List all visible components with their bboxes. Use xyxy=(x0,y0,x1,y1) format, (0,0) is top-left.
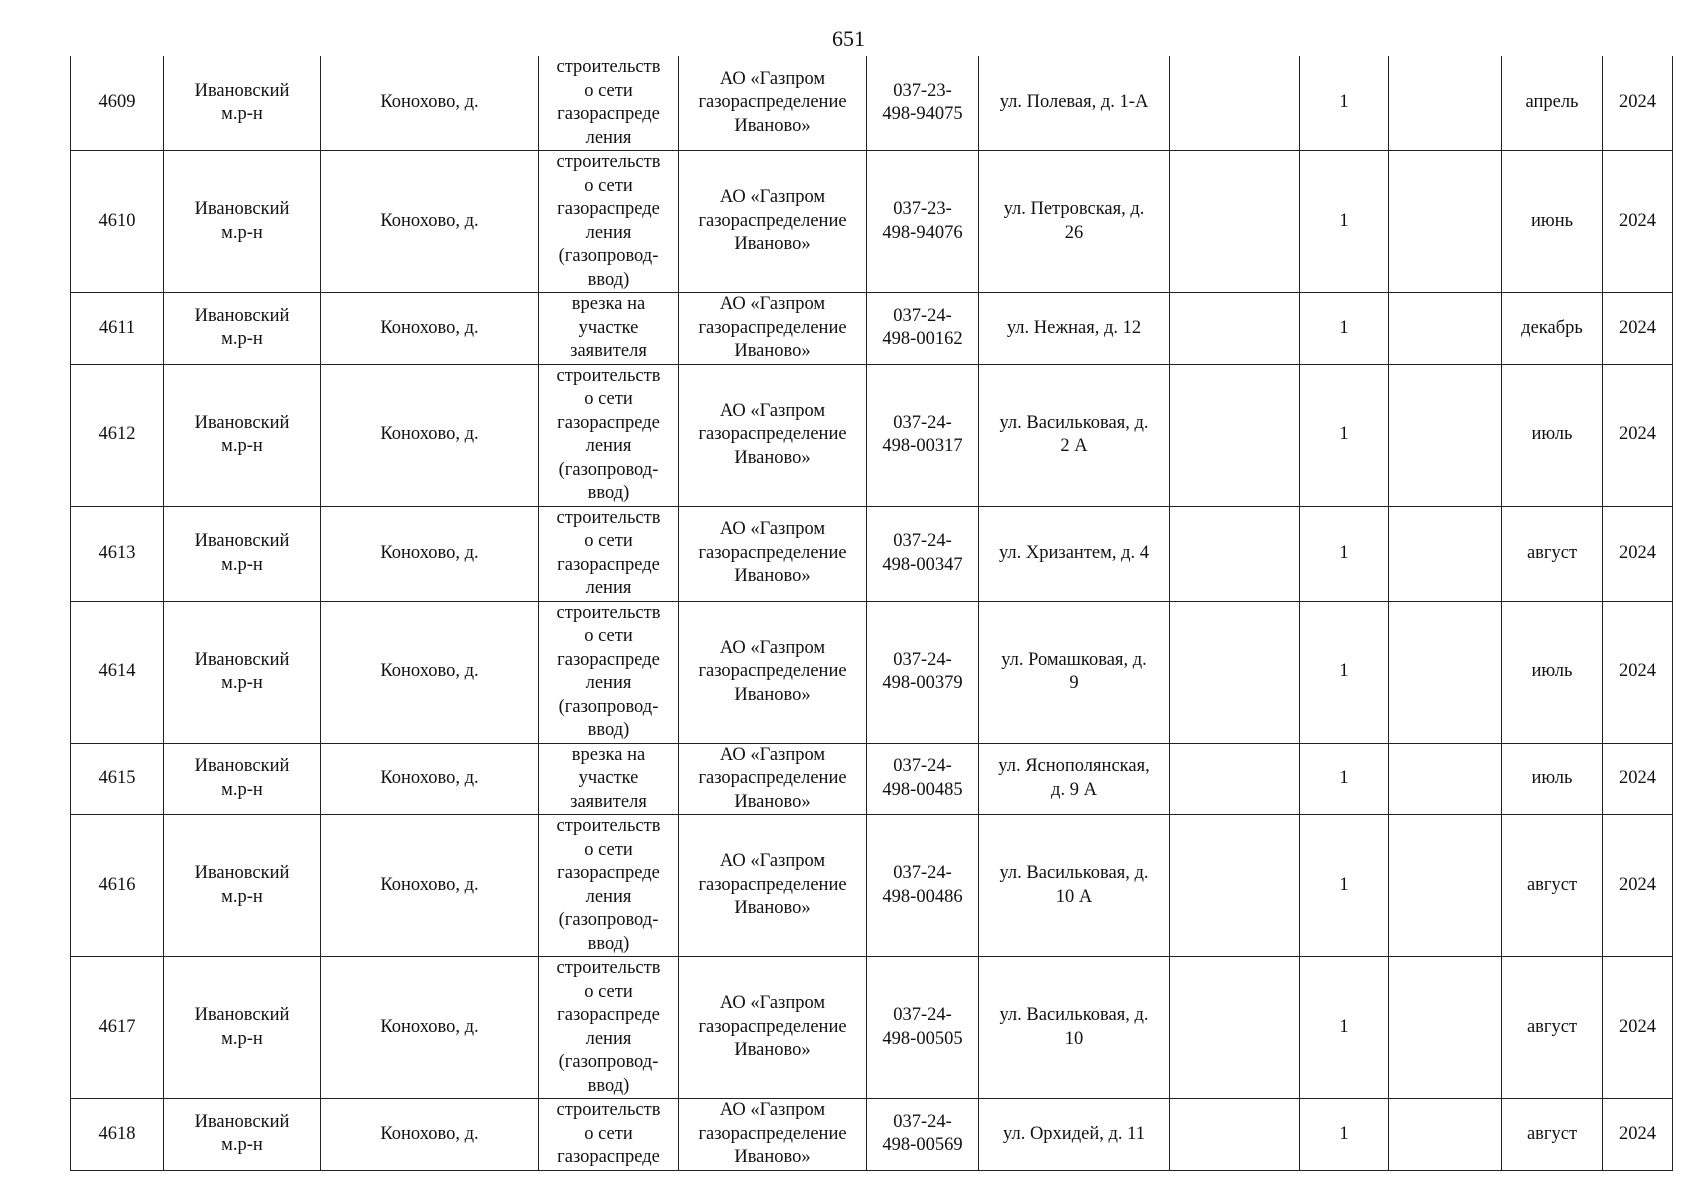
cell-organization-line: газораспределение xyxy=(698,542,847,563)
cell-number: 4610 xyxy=(71,151,164,293)
registry-table xyxy=(70,56,1673,1171)
cell-district-line: м.р-н xyxy=(221,554,263,575)
cell-district xyxy=(164,957,321,1099)
cell-organization-line: Иваново» xyxy=(734,684,811,705)
cell-work-type-line: ления xyxy=(585,436,632,456)
cell-district xyxy=(164,56,321,151)
cell-empty xyxy=(1170,601,1300,743)
cell-address xyxy=(979,56,1170,151)
cell-organization-line: АО «Газпром xyxy=(719,744,826,765)
cell-request-id-line: 037-24- xyxy=(893,305,952,326)
cell-request-id-line: 498-00569 xyxy=(882,1135,963,1156)
cell-address-line: ул. Полевая, д. 1-А xyxy=(999,92,1149,113)
cell-work-type-line: ления xyxy=(585,222,632,243)
cell-district xyxy=(164,743,321,815)
cell-address-line: ул. Хризантем, д. 4 xyxy=(998,542,1149,563)
cell-address xyxy=(979,601,1170,743)
cell-count: 1 xyxy=(1300,293,1389,365)
cell-organization-line: АО «Газпром xyxy=(719,68,826,89)
cell-request-id-line: 037-24- xyxy=(893,1005,952,1025)
cell-empty xyxy=(1170,506,1300,601)
cell-empty xyxy=(1170,56,1300,151)
cell-number: 4614 xyxy=(71,601,164,743)
cell-address xyxy=(979,1099,1170,1171)
cell-month: август xyxy=(1502,1099,1603,1171)
cell-address xyxy=(979,506,1170,601)
cell-request-id xyxy=(867,743,979,815)
cell-year: 2024 xyxy=(1603,743,1673,815)
cell-empty xyxy=(1389,743,1502,815)
cell-year: 2024 xyxy=(1603,364,1673,506)
cell-request-id-line: 037-24- xyxy=(893,412,952,433)
cell-organization-line: Иваново» xyxy=(734,1147,811,1167)
cell-number: 4617 xyxy=(71,957,164,1099)
cell-locality: Конохово, д. xyxy=(321,1099,539,1171)
cell-address-line: 2 А xyxy=(1060,436,1088,456)
cell-organization-line: газораспределение xyxy=(698,92,847,113)
cell-address-line: 9 xyxy=(1069,673,1079,693)
cell-request-id-line: 037-23- xyxy=(893,80,952,101)
cell-address-line: ул. Васильковая, д. xyxy=(999,1005,1149,1025)
cell-address-line: 26 xyxy=(1064,222,1084,243)
cell-work-type-line: строительств xyxy=(556,365,661,386)
cell-work-type xyxy=(539,743,679,815)
table-row xyxy=(71,601,1673,743)
cell-district xyxy=(164,1099,321,1171)
cell-locality: Конохово, д. xyxy=(321,56,539,151)
cell-request-id xyxy=(867,1099,979,1171)
cell-work-type-line: заявителя xyxy=(570,791,647,812)
cell-count: 1 xyxy=(1300,1099,1389,1171)
cell-locality: Конохово, д. xyxy=(321,957,539,1099)
cell-count: 1 xyxy=(1300,743,1389,815)
cell-number: 4615 xyxy=(71,743,164,815)
cell-work-type-line: ления xyxy=(585,1028,632,1049)
cell-locality: Конохово, д. xyxy=(321,364,539,506)
cell-organization xyxy=(679,957,867,1099)
cell-work-type xyxy=(539,56,679,151)
cell-request-id xyxy=(867,151,979,293)
cell-address xyxy=(979,957,1170,1099)
cell-district xyxy=(164,151,321,293)
table-row xyxy=(71,364,1673,506)
cell-work-type-line: врезка на xyxy=(571,294,646,314)
cell-organization-line: АО «Газпром xyxy=(719,1100,826,1120)
cell-number: 4611 xyxy=(71,293,164,365)
table-body xyxy=(71,56,1673,1170)
cell-empty xyxy=(1389,506,1502,601)
cell-empty xyxy=(1170,364,1300,506)
registry-table-container xyxy=(70,56,1672,1171)
cell-work-type xyxy=(539,1099,679,1171)
cell-request-id-line: 037-24- xyxy=(893,649,952,670)
cell-organization xyxy=(679,364,867,506)
cell-organization xyxy=(679,506,867,601)
cell-month: июль xyxy=(1502,743,1603,815)
cell-work-type-line: газораспреде xyxy=(557,199,660,219)
cell-organization-line: АО «Газпром xyxy=(719,993,826,1014)
cell-organization xyxy=(679,1099,867,1171)
cell-district-line: м.р-н xyxy=(221,673,263,693)
cell-address-line: 10 А xyxy=(1055,886,1093,907)
cell-work-type xyxy=(539,364,679,506)
cell-work-type-line: ления xyxy=(585,127,632,148)
cell-count: 1 xyxy=(1300,364,1389,506)
cell-organization-line: газораспределение xyxy=(698,768,847,788)
cell-district-line: Ивановский xyxy=(194,531,290,551)
cell-district-line: Ивановский xyxy=(194,199,290,219)
cell-organization-line: Иваново» xyxy=(734,447,811,468)
cell-work-type-line: ления xyxy=(585,578,632,598)
cell-work-type-line: заявителя xyxy=(570,341,647,361)
cell-request-id-line: 498-00317 xyxy=(882,436,963,456)
cell-request-id-line: 498-00505 xyxy=(882,1028,963,1049)
cell-count: 1 xyxy=(1300,506,1389,601)
cell-address xyxy=(979,151,1170,293)
cell-district xyxy=(164,601,321,743)
cell-empty xyxy=(1170,743,1300,815)
cell-number: 4609 xyxy=(71,56,164,151)
cell-locality: Конохово, д. xyxy=(321,815,539,957)
cell-district-line: м.р-н xyxy=(221,779,263,800)
cell-work-type-line: ления xyxy=(585,886,632,907)
cell-work-type-line: (газопровод- xyxy=(558,910,659,930)
cell-organization xyxy=(679,293,867,365)
cell-request-id xyxy=(867,364,979,506)
cell-organization-line: газораспределение xyxy=(698,1016,847,1037)
cell-district-line: м.р-н xyxy=(221,1135,263,1156)
cell-district xyxy=(164,815,321,957)
cell-year: 2024 xyxy=(1603,1099,1673,1171)
cell-month: июнь xyxy=(1502,151,1603,293)
cell-request-id-line: 037-24- xyxy=(893,1111,952,1132)
cell-month: август xyxy=(1502,957,1603,1099)
cell-district-line: Ивановский xyxy=(194,1005,290,1025)
cell-number: 4618 xyxy=(71,1099,164,1171)
cell-address xyxy=(979,293,1170,365)
cell-work-type-line: строительств xyxy=(556,57,661,77)
cell-number: 4612 xyxy=(71,364,164,506)
cell-district-line: Ивановский xyxy=(194,80,290,101)
cell-empty xyxy=(1389,56,1502,151)
cell-request-id-line: 037-24- xyxy=(893,756,952,777)
cell-request-id-line: 037-24- xyxy=(893,863,952,883)
cell-year: 2024 xyxy=(1603,151,1673,293)
cell-district-line: Ивановский xyxy=(194,412,290,433)
cell-district-line: Ивановский xyxy=(194,1111,290,1132)
cell-month: апрель xyxy=(1502,56,1603,151)
cell-district-line: м.р-н xyxy=(221,886,263,907)
cell-year: 2024 xyxy=(1603,815,1673,957)
cell-empty xyxy=(1389,1099,1502,1171)
cell-empty xyxy=(1170,1099,1300,1171)
cell-request-id-line: 037-24- xyxy=(893,531,952,551)
cell-work-type-line: газораспреде xyxy=(557,1005,660,1025)
cell-work-type-line: газораспреде xyxy=(557,863,660,883)
cell-address xyxy=(979,815,1170,957)
cell-work-type-line: участке xyxy=(578,317,639,338)
cell-work-type-line: строительств xyxy=(556,816,661,836)
cell-request-id-line: 498-00485 xyxy=(882,779,963,800)
cell-year: 2024 xyxy=(1603,293,1673,365)
cell-district-line: м.р-н xyxy=(221,1028,263,1049)
cell-work-type-line: строительств xyxy=(556,507,661,528)
cell-request-id xyxy=(867,601,979,743)
cell-organization-line: АО «Газпром xyxy=(719,187,826,208)
cell-organization-line: газораспределение xyxy=(698,874,847,895)
cell-address-line: ул. Яснополянская, xyxy=(998,756,1150,777)
cell-organization xyxy=(679,56,867,151)
cell-district xyxy=(164,364,321,506)
cell-organization-line: Иваново» xyxy=(734,115,811,136)
page-number: 651 xyxy=(832,26,865,51)
cell-district-line: м.р-н xyxy=(221,222,263,243)
cell-work-type-line: строительств xyxy=(556,602,661,623)
cell-address xyxy=(979,364,1170,506)
cell-request-id-line: 498-00347 xyxy=(882,554,963,575)
cell-work-type-line: газораспреде xyxy=(557,104,660,124)
cell-count: 1 xyxy=(1300,601,1389,743)
cell-work-type-line: о сети xyxy=(584,626,633,646)
cell-empty xyxy=(1389,601,1502,743)
cell-work-type-line: строительств xyxy=(556,958,661,978)
cell-work-type-line: о сети xyxy=(584,1123,633,1144)
cell-locality: Конохово, д. xyxy=(321,743,539,815)
cell-organization-line: АО «Газпром xyxy=(719,519,826,540)
cell-district-line: м.р-н xyxy=(221,436,263,456)
cell-empty xyxy=(1170,293,1300,365)
cell-month: декабрь xyxy=(1502,293,1603,365)
cell-work-type-line: ввод) xyxy=(587,483,630,503)
cell-month: июль xyxy=(1502,601,1603,743)
cell-empty xyxy=(1170,815,1300,957)
cell-district-line: м.р-н xyxy=(221,329,263,350)
cell-empty xyxy=(1170,957,1300,1099)
cell-address-line: ул. Петровская, д. xyxy=(1003,199,1145,219)
cell-work-type-line: о сети xyxy=(584,80,633,101)
cell-organization-line: Иваново» xyxy=(734,791,811,812)
cell-year: 2024 xyxy=(1603,957,1673,1099)
cell-organization-line: газораспределение xyxy=(698,661,847,682)
cell-locality: Конохово, д. xyxy=(321,506,539,601)
cell-month: август xyxy=(1502,815,1603,957)
table-row xyxy=(71,815,1673,957)
cell-organization-line: АО «Газпром xyxy=(719,294,826,314)
cell-work-type-line: ввод) xyxy=(587,1075,630,1096)
cell-work-type-line: газораспреде xyxy=(557,412,660,433)
cell-empty xyxy=(1389,151,1502,293)
cell-address-line: ул. Нежная, д. 12 xyxy=(1006,317,1142,338)
cell-organization-line: Иваново» xyxy=(734,898,811,919)
cell-empty xyxy=(1389,293,1502,365)
cell-organization xyxy=(679,601,867,743)
cell-locality: Конохово, д. xyxy=(321,151,539,293)
cell-address-line: 10 xyxy=(1064,1028,1084,1049)
cell-work-type-line: ления xyxy=(585,673,632,693)
cell-work-type xyxy=(539,957,679,1099)
cell-address-line: ул. Ромашковая, д. xyxy=(1001,649,1147,670)
cell-work-type xyxy=(539,293,679,365)
cell-work-type-line: о сети xyxy=(584,531,633,551)
table-row xyxy=(71,151,1673,293)
table-row xyxy=(71,743,1673,815)
cell-count: 1 xyxy=(1300,151,1389,293)
cell-district xyxy=(164,293,321,365)
cell-request-id-line: 498-00486 xyxy=(882,886,963,907)
cell-work-type-line: строительств xyxy=(556,152,661,172)
cell-count: 1 xyxy=(1300,56,1389,151)
cell-organization xyxy=(679,151,867,293)
cell-organization-line: АО «Газпром xyxy=(719,851,826,872)
cell-work-type-line: (газопровод- xyxy=(558,459,659,480)
cell-work-type-line: врезка на xyxy=(571,744,646,765)
cell-locality: Конохово, д. xyxy=(321,293,539,365)
cell-address-line: ул. Васильковая, д. xyxy=(999,863,1149,883)
cell-empty xyxy=(1170,151,1300,293)
cell-request-id-line: 498-94075 xyxy=(882,104,963,124)
cell-request-id-line: 498-00379 xyxy=(882,673,963,693)
cell-empty xyxy=(1389,815,1502,957)
cell-work-type-line: ввод) xyxy=(587,720,630,740)
cell-organization-line: Иваново» xyxy=(734,341,811,361)
cell-work-type-line: о сети xyxy=(584,839,633,860)
cell-organization-line: Иваново» xyxy=(734,566,811,587)
cell-organization-line: Иваново» xyxy=(734,1040,811,1061)
cell-work-type xyxy=(539,601,679,743)
cell-work-type-line: ввод) xyxy=(587,269,630,290)
cell-request-id xyxy=(867,957,979,1099)
table-row xyxy=(71,293,1673,365)
cell-work-type-line: о сети xyxy=(584,981,633,1002)
cell-year: 2024 xyxy=(1603,56,1673,151)
cell-work-type-line: строительств xyxy=(556,1100,661,1120)
table-row xyxy=(71,1099,1673,1171)
cell-organization-line: АО «Газпром xyxy=(719,637,826,658)
cell-request-id xyxy=(867,815,979,957)
cell-organization-line: газораспределение xyxy=(698,1123,847,1144)
cell-work-type-line: участке xyxy=(578,768,639,788)
cell-request-id-line: 498-00162 xyxy=(882,329,963,350)
cell-work-type-line: (газопровод- xyxy=(558,246,659,266)
cell-organization xyxy=(679,743,867,815)
cell-request-id-line: 037-23- xyxy=(893,199,952,219)
cell-work-type-line: (газопровод- xyxy=(558,1052,659,1072)
cell-address-line: ул. Васильковая, д. xyxy=(999,412,1149,433)
cell-address xyxy=(979,743,1170,815)
cell-year: 2024 xyxy=(1603,506,1673,601)
cell-year: 2024 xyxy=(1603,601,1673,743)
cell-district xyxy=(164,506,321,601)
cell-address-line: ул. Орхидей, д. 11 xyxy=(1003,1123,1145,1144)
cell-district-line: Ивановский xyxy=(194,756,290,777)
cell-organization-line: газораспределение xyxy=(698,317,847,338)
table-row xyxy=(71,56,1673,151)
cell-address-line: д. 9 А xyxy=(1051,779,1097,800)
cell-empty xyxy=(1389,957,1502,1099)
cell-district-line: Ивановский xyxy=(194,649,290,670)
cell-work-type xyxy=(539,506,679,601)
cell-organization-line: АО «Газпром xyxy=(719,400,826,421)
cell-work-type-line: газораспреде xyxy=(557,554,660,575)
cell-request-id xyxy=(867,56,979,151)
cell-request-id-line: 498-94076 xyxy=(882,222,963,243)
cell-work-type xyxy=(539,151,679,293)
cell-work-type-line: газораспреде xyxy=(557,649,660,670)
cell-work-type-line: о сети xyxy=(584,389,633,409)
cell-district-line: Ивановский xyxy=(194,305,290,326)
cell-organization-line: газораспределение xyxy=(698,424,847,445)
cell-month: август xyxy=(1502,506,1603,601)
cell-empty xyxy=(1389,364,1502,506)
cell-district-line: Ивановский xyxy=(194,863,290,883)
cell-request-id xyxy=(867,293,979,365)
cell-organization-line: газораспределение xyxy=(698,210,847,231)
cell-organization-line: Иваново» xyxy=(734,234,811,255)
cell-work-type xyxy=(539,815,679,957)
cell-count: 1 xyxy=(1300,815,1389,957)
cell-work-type-line: о сети xyxy=(584,175,633,196)
cell-request-id xyxy=(867,506,979,601)
cell-work-type-line: газораспреде xyxy=(557,1147,660,1167)
cell-number: 4616 xyxy=(71,815,164,957)
cell-count: 1 xyxy=(1300,957,1389,1099)
cell-work-type-line: ввод) xyxy=(587,933,630,954)
table-row xyxy=(71,957,1673,1099)
cell-organization xyxy=(679,815,867,957)
table-row xyxy=(71,506,1673,601)
cell-number: 4613 xyxy=(71,506,164,601)
cell-month: июль xyxy=(1502,364,1603,506)
cell-locality: Конохово, д. xyxy=(321,601,539,743)
cell-work-type-line: (газопровод- xyxy=(558,696,659,717)
cell-district-line: м.р-н xyxy=(221,104,263,124)
